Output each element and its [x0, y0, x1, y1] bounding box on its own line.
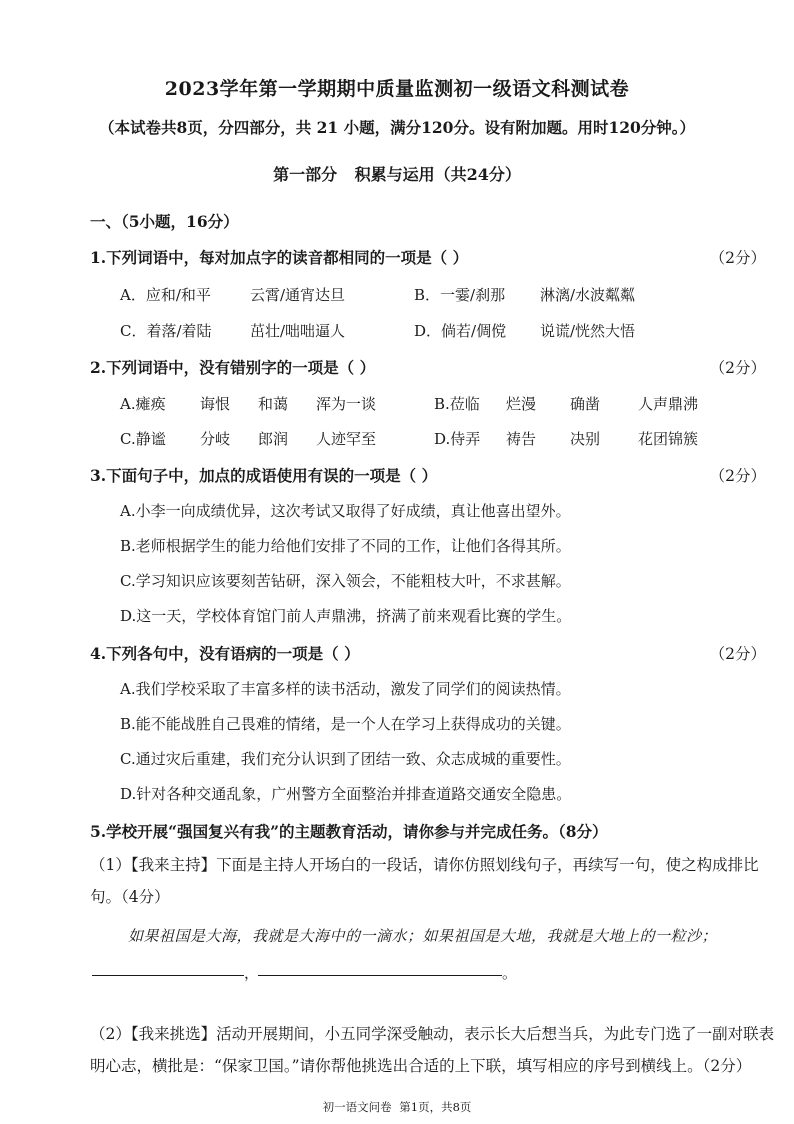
option-b-word-1: B．一霎/刹那	[414, 286, 506, 304]
option-b-item-2: 烂漫	[506, 395, 537, 413]
blank-separator: ，	[244, 964, 260, 982]
page-footer: 初一语文问卷 第1页，共8页	[322, 1100, 472, 1114]
option-a-item-4: 浑为一谈	[316, 395, 377, 413]
question-3-option-a: A.小李一向成绩优异，这次考试又取得了好成绩，真让他喜出望外。	[120, 502, 571, 520]
option-b-item-3: 确凿	[570, 395, 601, 413]
option-d-word-1: D．倘若/倜傥	[414, 322, 507, 340]
option-c-word-1: C．着落/着陆	[120, 322, 212, 340]
exam-instructions: （本试卷共8页，分四部分，共 21 小题，满分120分。设有附加题。用时120分钟。）	[98, 118, 696, 137]
option-d-item-3: 决别	[570, 430, 601, 448]
option-c-item-2: 分岐	[200, 430, 231, 448]
option-a-word-1: A．应和/和平	[120, 286, 211, 304]
question-4-option-c: C.通过灾后重建，我们充分认识到了团结一致、众志成城的重要性。	[120, 750, 571, 768]
question-3-option-b: B.老师根据学生的能力给他们安排了不同的工作，让他们各得其所。	[120, 537, 571, 555]
option-c-item-4: 人迹罕至	[316, 430, 377, 448]
section-one-label: 一、（5小题，16分）	[90, 212, 239, 231]
question-2-options-row-1	[120, 393, 698, 414]
question-5-part-2: （2）【我来挑选】活动开展期间，小五同学深受触动，表示长大后想当兵，为此专门选了一副对联表明心志，横批是：“保家卫国。”请你帮他挑选出合适的上下联，填写相应的序号到横线上。（2分）	[90, 1025, 775, 1075]
question-4-option-d: D.针对各种交通乱象，广州警方全面整治并排查道路交通安全隐患。	[120, 785, 572, 803]
question-1-options-row-2	[120, 320, 635, 341]
option-c-item-3: 郎润	[258, 430, 289, 448]
option-b-item-4: 人声鼎沸	[638, 395, 699, 413]
option-a-item-1: A.瘫痪	[120, 395, 166, 413]
option-b-word-2: 淋漓/水波粼粼	[540, 286, 636, 304]
question-5-part-1: （1）【我来主持】下面是主持人开场白的一段话，请你仿照划线句子，再续写一句，使之构成排比句。（4分）	[90, 856, 759, 906]
question-2-score: （2分）	[709, 359, 766, 377]
question-4-option-b: B.能不能战胜自己畏难的情绪，是一个人在学习上获得成功的关键。	[120, 715, 571, 733]
option-d-word-2: 说谎/恍然大悟	[540, 322, 636, 340]
option-c-word-2: 茁壮/咄咄逼人	[250, 322, 346, 340]
question-3-score: （2分）	[709, 467, 766, 485]
option-d-item-2: 祷告	[506, 430, 537, 448]
option-d-item-1: D.侍弄	[434, 430, 481, 448]
question-1-score: （2分）	[709, 249, 766, 267]
question-5-stem: 5.学校开展“强国复兴有我”的主题教育活动，请你参与并完成任务。（8分）	[90, 822, 608, 841]
option-b-item-1: B.莅临	[434, 395, 480, 413]
question-3-stem: 3.下面句子中，加点的成语使用有误的一项是（ ）	[90, 466, 438, 485]
option-a-item-2: 诲恨	[200, 395, 231, 413]
question-1-options-row-1	[120, 284, 635, 305]
question-2-stem: 2.下列词语中，没有错别字的一项是（ ）	[90, 358, 376, 377]
question-2-options-row-2	[120, 428, 698, 449]
question-3-option-d: D.这一天，学校体育馆门前人声鼎沸，挤满了前来观看比赛的学生。	[120, 607, 572, 625]
option-a-word-2: 云霄/通宵达旦	[250, 286, 346, 304]
option-d-item-4: 花团锦簇	[638, 430, 699, 448]
question-4-score: （2分）	[709, 645, 766, 663]
blank-terminator: 。	[502, 964, 518, 982]
answer-blank-2[interactable]	[258, 975, 502, 976]
example-parallel-sentence: 如果祖国是大海，我就是大海中的一滴水；如果祖国是大地，我就是大地上的一粒沙；	[128, 927, 718, 945]
exam-title: 2023学年第一学期期中质量监测初一级语文科测试卷	[164, 78, 630, 100]
question-4-option-a: A.我们学校采取了丰富多样的读书活动，激发了同学们的阅读热情。	[120, 680, 571, 698]
part-one-title: 第一部分 积累与运用（共24分）	[273, 165, 521, 184]
option-a-item-3: 和蔼	[258, 395, 289, 413]
option-c-item-1: C.静谧	[120, 430, 166, 448]
question-4-stem: 4.下列各句中，没有语病的一项是（ ）	[90, 644, 360, 663]
question-1-stem: 1.下列词语中，每对加点字的读音都相同的一项是（ ）	[90, 248, 469, 267]
answer-blank-1[interactable]	[92, 975, 244, 976]
question-3-option-c: C.学习知识应该要刻苦钻研，深入领会，不能粗枝大叶，不求甚解。	[120, 572, 571, 590]
